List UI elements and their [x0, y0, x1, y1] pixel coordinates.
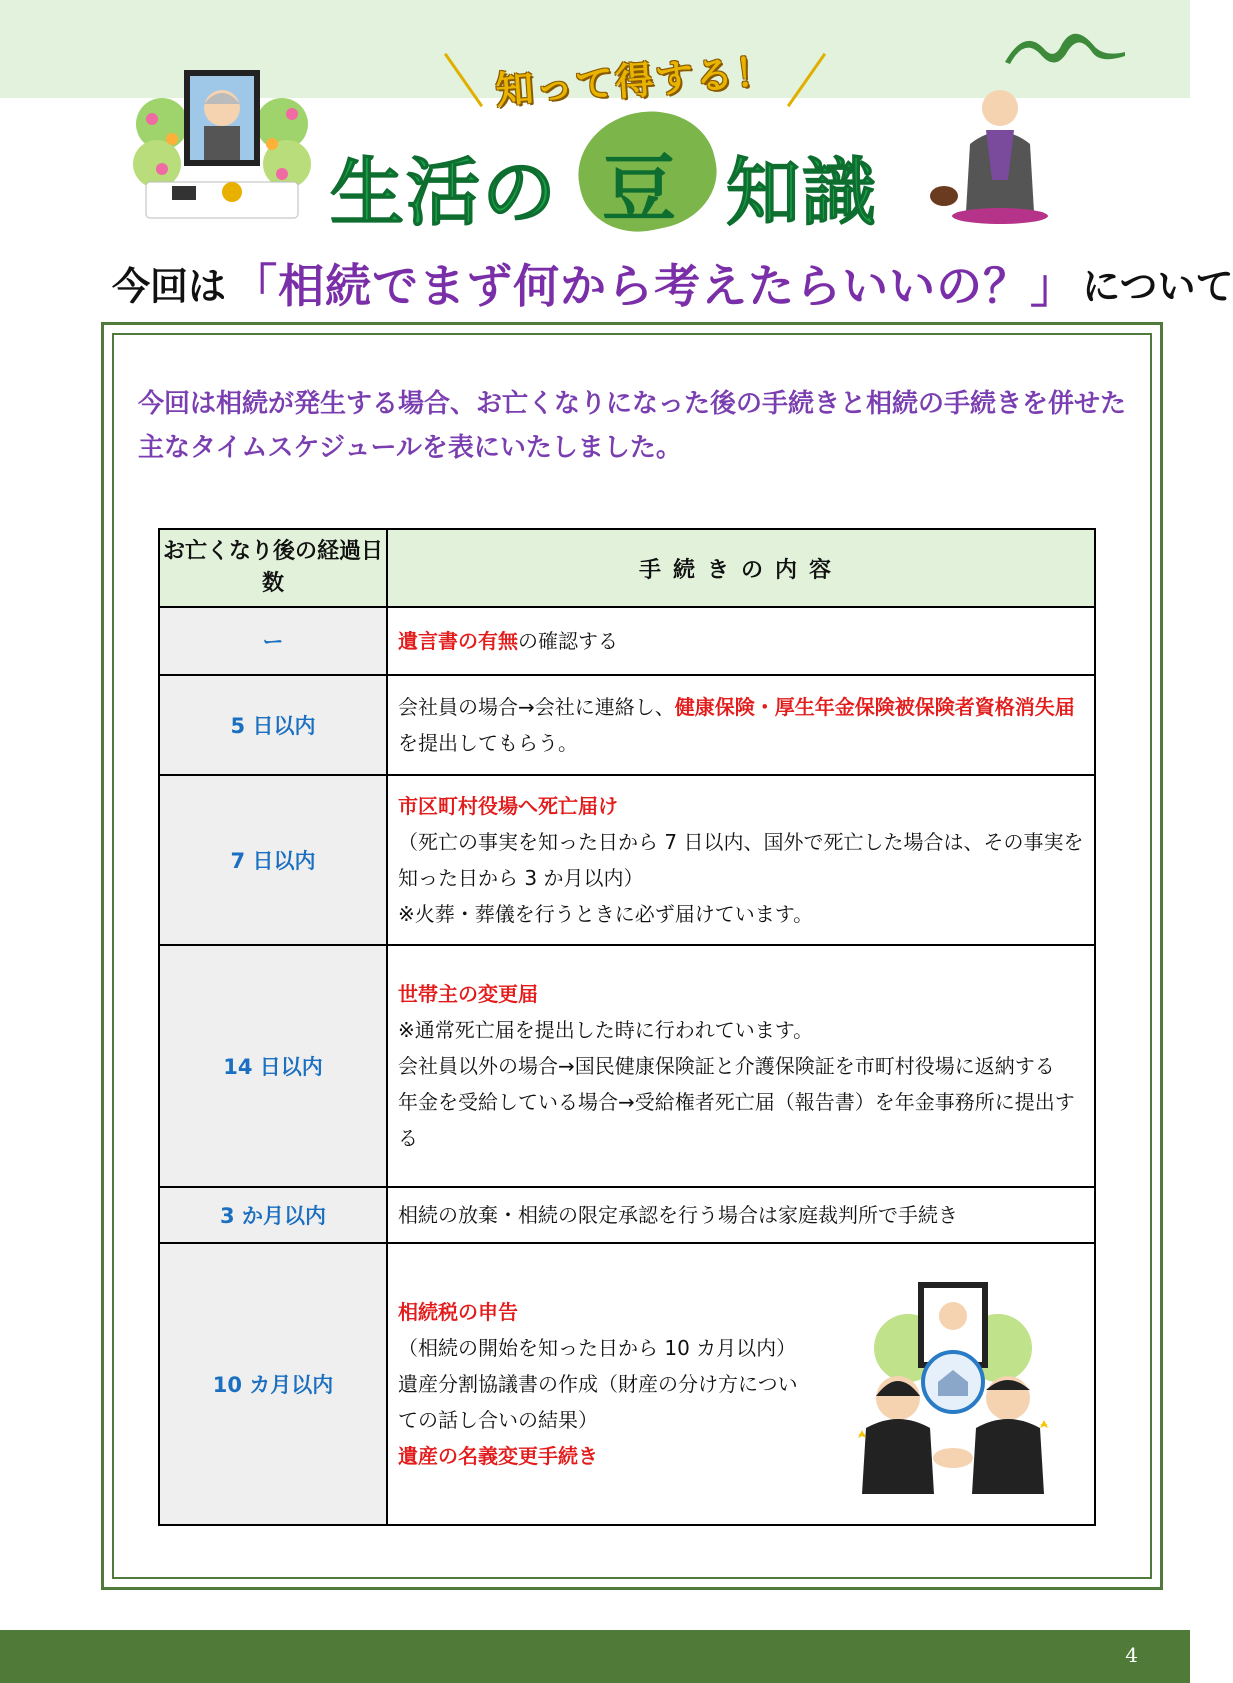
row-content	[387, 1243, 1095, 1525]
row-days: 7 日以内	[159, 775, 387, 945]
kicker-text: 知って得する！	[494, 49, 777, 113]
subtitle-prefix: 今回は	[112, 264, 227, 309]
schedule-table	[158, 528, 1096, 1526]
main-title	[330, 112, 910, 236]
content-text: 相続の放棄・相続の限定承認を行う場合は家庭裁判所で手続き	[398, 1203, 958, 1227]
content-text: 会社員の場合→会社に連絡し、	[398, 695, 675, 719]
table-row	[159, 1187, 1095, 1243]
kicker-line-left	[444, 53, 483, 107]
table-header-row	[159, 529, 1095, 607]
content-line	[398, 623, 1084, 659]
monk-illustration-icon	[930, 84, 1050, 224]
table-row	[159, 775, 1095, 945]
table-row	[159, 945, 1095, 1187]
kicker-banner	[440, 49, 830, 113]
kicker-line-right	[787, 53, 826, 107]
subtitle-main: 「相続でまず何から考えたらいいの？」	[231, 259, 1078, 313]
highlight-text: 遺言書の有無	[398, 629, 518, 653]
highlight-text: 相続税の申告	[398, 1300, 518, 1324]
content-line	[398, 1084, 1084, 1156]
content-line	[398, 1438, 808, 1474]
highlight-text: 市区町村役場へ死亡届け	[398, 794, 618, 818]
title-left: 生活の	[330, 150, 558, 236]
bottom-band	[0, 1630, 1190, 1683]
content-line	[398, 824, 1084, 896]
content-text: ※火葬・葬儀を行うときに必ず届けています。	[398, 902, 814, 926]
subtitle-suffix: について	[1082, 264, 1233, 309]
row-days: ー	[159, 607, 387, 675]
content-text: ※通常死亡届を提出した時に行われています。	[398, 1018, 814, 1042]
header-content: 手続きの内容	[387, 529, 1095, 607]
content-line	[398, 1197, 1084, 1233]
row-days: 10 カ月以内	[159, 1243, 387, 1525]
memorial-altar-illustration-icon	[132, 64, 312, 224]
intro-text: 今回は相続が発生する場合、お亡くなりになった後の手続きと相続の手続きを併せた主なタイムスケジュールを表にいたしました。	[138, 389, 1127, 463]
content-line	[398, 788, 1084, 824]
content-line	[398, 689, 1084, 761]
header-days: お亡くなり後の経過日数	[159, 529, 387, 607]
highlight-text: 世帯主の変更届	[398, 982, 538, 1006]
page-number: 4	[1125, 1643, 1138, 1667]
content-text: の確認する	[518, 629, 618, 653]
content-text: 会社員以外の場合→国民健康保険証と介護保険証を市町村役場に返納する	[398, 1054, 1055, 1078]
title-bean: 豆	[602, 146, 676, 232]
row-content	[387, 945, 1095, 1187]
content-line	[398, 1294, 808, 1330]
content-text: （相続の開始を知った日から 10 カ月以内）	[398, 1336, 797, 1360]
content-line	[398, 1366, 808, 1438]
row-content	[387, 675, 1095, 775]
row-content	[387, 607, 1095, 675]
table-row	[159, 675, 1095, 775]
mountain-decoration-icon	[1000, 22, 1130, 72]
row-days: 14 日以内	[159, 945, 387, 1187]
content-text: 遺産分割協議書の作成（財産の分け方についての話し合いの結果）	[398, 1372, 798, 1432]
table-row	[159, 1243, 1095, 1525]
table-row	[159, 607, 1095, 675]
content-line	[398, 976, 1084, 1012]
content-line	[398, 1012, 1084, 1048]
row-content	[387, 775, 1095, 945]
content-line	[398, 1048, 1084, 1084]
row-days: 5 日以内	[159, 675, 387, 775]
highlight-text: 遺産の名義変更手続き	[398, 1444, 598, 1468]
content-line	[398, 896, 1084, 932]
content-text: 年金を受給している場合→受給権者死亡届（報告書）を年金事務所に提出する	[398, 1090, 1075, 1150]
content-text: を提出してもらう。	[398, 731, 578, 755]
content-text: （死亡の事実を知った日から 7 日以内、国外で死亡した場合は、その事実を知った日から 3 か月以内）	[398, 830, 1084, 890]
row-days: 3 か月以内	[159, 1187, 387, 1243]
inheritance-handshake-illustration-icon	[848, 1278, 1058, 1498]
subtitle	[112, 250, 1233, 320]
title-right: 知識	[726, 150, 878, 236]
row-content	[387, 1187, 1095, 1243]
highlight-text: 健康保険・厚生年金保険被保険者資格消失届	[674, 695, 1075, 719]
content-line	[398, 1330, 808, 1366]
